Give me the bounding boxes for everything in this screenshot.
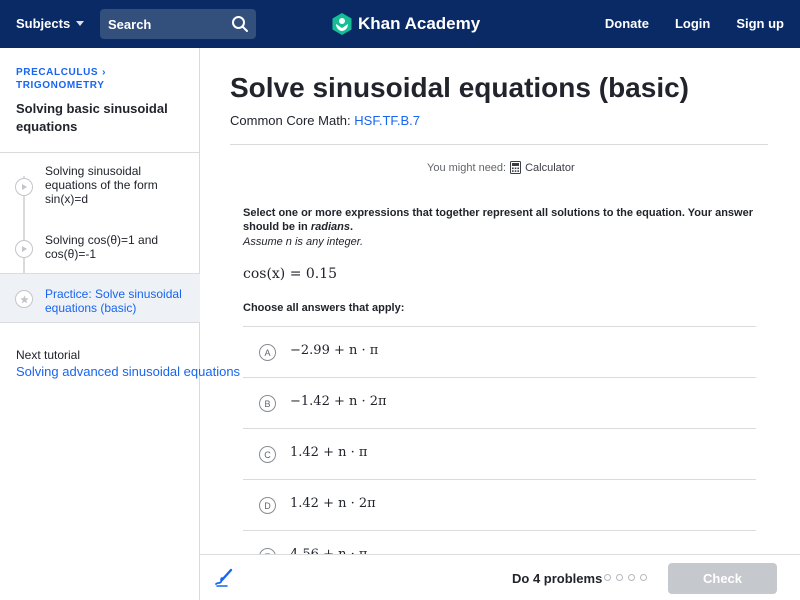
breadcrumb-precalculus[interactable]: PRECALCULUS [16, 67, 99, 78]
answer-option-b[interactable] [243, 377, 756, 428]
standard-prefix: Common Core Math: [230, 113, 351, 128]
subjects-label: Subjects [16, 16, 71, 31]
progress-dot [640, 574, 647, 581]
sidebar-item-video-sin[interactable] [0, 164, 200, 206]
standard-link[interactable]: HSF.TF.B.7 [354, 113, 421, 128]
progress-dot [628, 574, 635, 581]
donate-link[interactable]: Donate [604, 16, 649, 31]
signup-link[interactable]: Sign up [736, 16, 784, 31]
option-expression: 1.42 + n · π [290, 445, 368, 460]
scratchpad-pencil-icon[interactable] [214, 567, 234, 587]
subjects-menu[interactable] [16, 16, 84, 31]
option-expression: −2.99 + n · π [290, 343, 379, 358]
equation: cos(x) = 0.15 [243, 266, 338, 282]
khan-academy-logo-icon [332, 13, 352, 35]
assumption-note: Assume n is any integer. [243, 236, 364, 248]
star-icon [15, 290, 33, 308]
answer-option-a[interactable] [243, 326, 756, 377]
answer-option-c[interactable] [243, 428, 756, 479]
question-prompt [243, 206, 763, 234]
search-input[interactable] [108, 17, 226, 32]
account-links [605, 16, 784, 31]
next-tutorial-label: Next tutorial [16, 348, 81, 362]
progress-dot [616, 574, 623, 581]
calculator-icon [510, 161, 521, 174]
progress-dots [604, 574, 647, 581]
option-letter-badge: C [259, 446, 276, 463]
option-letter-badge: B [259, 395, 276, 412]
logo-text: Khan Academy [358, 14, 481, 33]
prompt-emphasis: radians [310, 221, 350, 233]
instruction-choose-all: Choose all answers that apply: [243, 302, 405, 314]
breadcrumb [0, 48, 199, 92]
sidebar-divider [0, 152, 200, 153]
breadcrumb-trigonometry[interactable]: TRIGONOMETRY [16, 80, 105, 91]
login-link[interactable]: Login [674, 16, 711, 31]
check-button[interactable]: Check [668, 563, 777, 594]
tutorial-title: Solving basic sinusoidal equations [16, 101, 168, 134]
option-letter-badge: D [259, 497, 276, 514]
next-tutorial-link[interactable]: Solving advanced sinusoidal equations [16, 364, 241, 379]
progress-dot [604, 574, 611, 581]
sidebar-item-practice[interactable] [0, 273, 200, 323]
play-icon [15, 178, 33, 196]
tools-needed [427, 161, 575, 174]
common-core-standard [230, 113, 420, 128]
khan-academy-logo[interactable] [332, 13, 480, 35]
play-icon [15, 240, 33, 258]
search-icon[interactable] [231, 15, 249, 33]
option-letter-badge: A [259, 344, 276, 361]
prompt-end: . [349, 221, 354, 233]
answer-option-d[interactable] [243, 479, 756, 530]
calculator-label: Calculator [525, 161, 575, 174]
exercise-panel [200, 48, 800, 554]
search-box[interactable] [100, 9, 256, 39]
sidebar-item-video-cos[interactable] [0, 233, 200, 261]
chevron-down-icon [76, 21, 84, 26]
divider [230, 144, 768, 145]
top-navigation-bar [0, 0, 800, 48]
exercise-footer [200, 554, 800, 600]
option-expression: 1.42 + n · 2π [290, 496, 376, 511]
sidebar [0, 48, 241, 600]
prompt-text: Select one or more expressions that together represent all solutions to the equation. Your answer should be in [243, 207, 753, 233]
need-label: You might need: [427, 161, 507, 174]
chevron-right-icon: › [102, 67, 107, 78]
sidebar-item-label: Solving sinusoidal equations of the form sin(x)=d [45, 164, 158, 206]
page-title: Solve sinusoidal equations (basic) [230, 72, 689, 103]
option-expression: −1.42 + n · 2π [290, 394, 387, 409]
problem-count: Do 4 problems [512, 571, 603, 586]
sidebar-item-label: Practice: Solve sinusoidal equations (basic) [45, 287, 182, 315]
sidebar-item-label: Solving cos(θ)=1 and cos(θ)=-1 [45, 233, 159, 261]
